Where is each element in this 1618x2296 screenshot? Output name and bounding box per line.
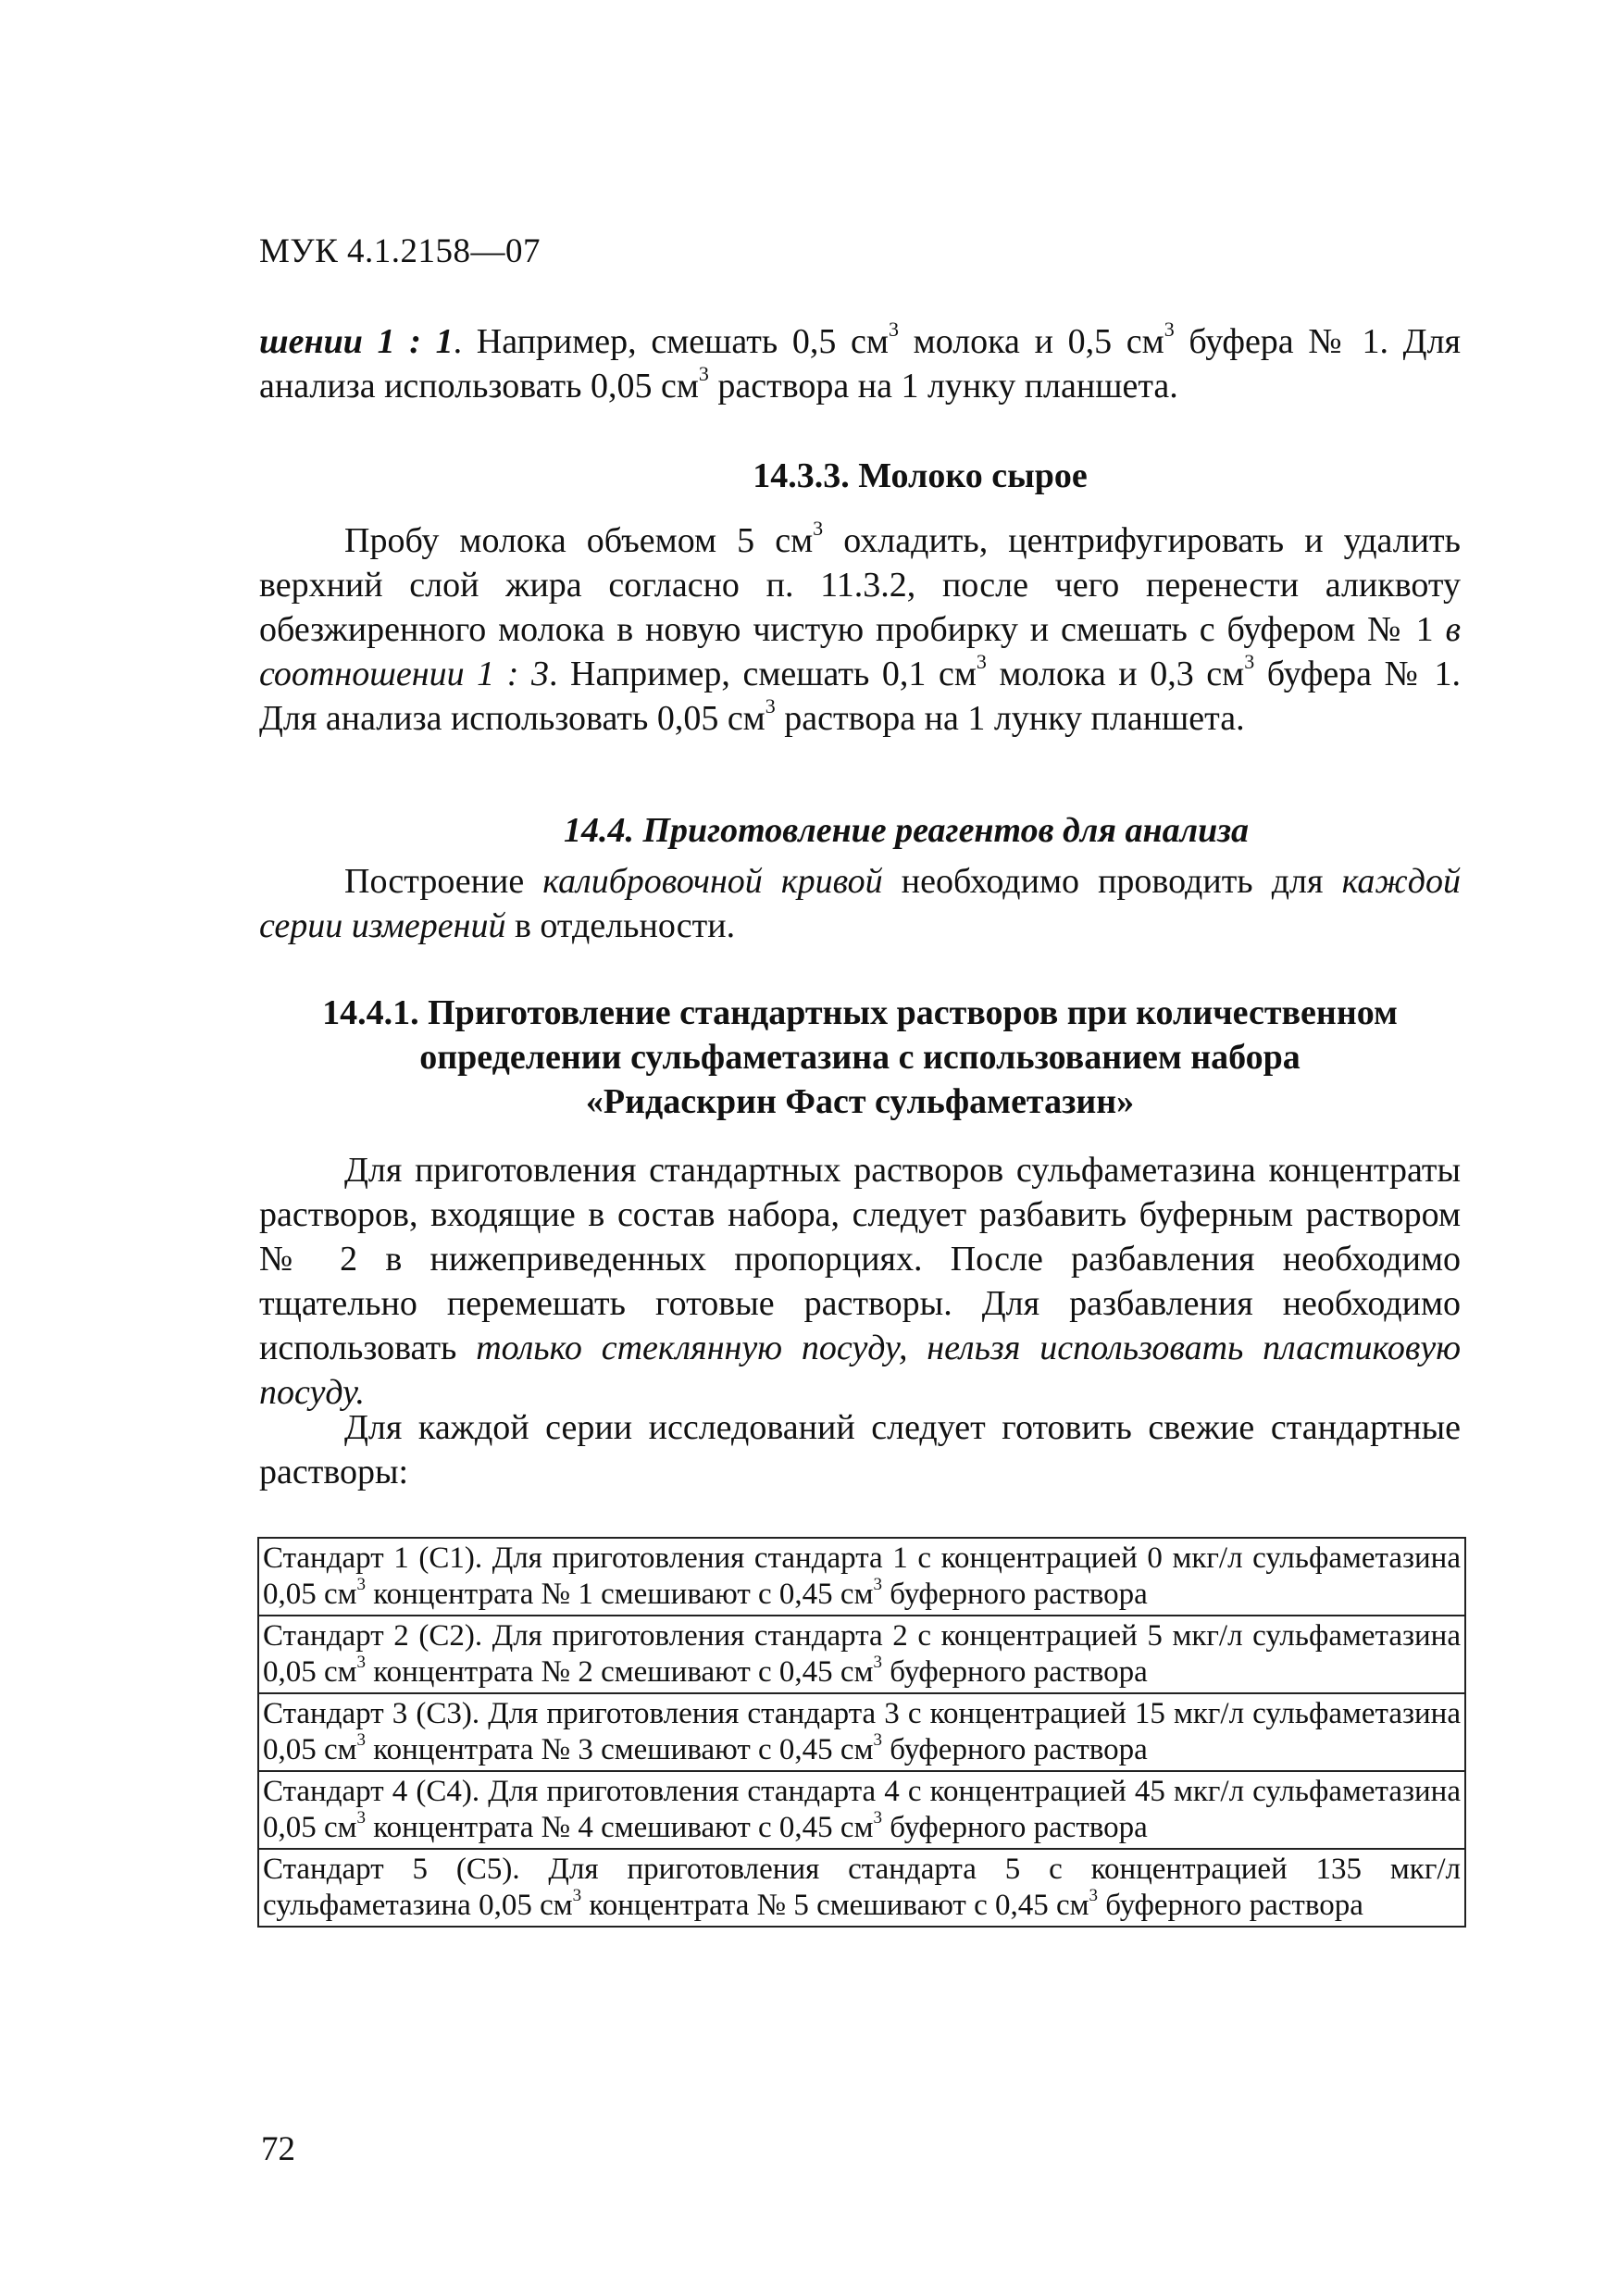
table-row [258, 1849, 1465, 1927]
document-code: МУК 4.1.2158—07 [259, 232, 541, 270]
section-14-4-1-paragraph-2: Для каждой серии исследований следует готовить свежие стандартные растворы: [259, 1408, 1461, 1491]
standards-table [257, 1537, 1466, 1928]
section-heading-14-3-3: 14.3.3. Молоко сырое [753, 456, 1088, 495]
standard-cell: Стандарт 4 (С4). Для приготовления стандарта 4 с концентрацией 45 мкг/л сульфаметазина 0,05 $см^3$ концентрата № 4 смешивают с 0,45 $см^3$ буферного раствора [258, 1771, 1465, 1849]
standard-cell: Стандарт 5 (С5). Для приготовления стандарта 5 с концентрацией 135 мкг/л сульфаметазина 0,05 $см^3$ концентрата № 5 смешивают с 0,45 $см^3$ буферного раствора [258, 1849, 1465, 1927]
standard-cell: Стандарт 1 (С1). Для приготовления стандарта 1 с концентрацией 0 мкг/л сульфаметазина 0,05 $см^3$ концентрата № 1 смешивают с 0,45 $см^3$ буферного раствора [258, 1538, 1465, 1616]
intro-paragraph: шении 1 : 1. Например, смешать 0,5 $см^3$ молока и 0,5 $см^3$ буфера № 1. Для анализа использовать 0,05 $см^3$ раствора на 1 лунку планшета. [259, 318, 1462, 406]
section-14-4-1-paragraph-1: Для приготовления стандартных растворов сульфаметазина концентраты растворов, входящие в состав набора, следует разбавить буферным раствором № 2 в нижеприведенных пропорциях. После разбавления необходимо тщательно перемешать готовые растворы. Для разбавления необходимо использовать только стеклянную посуду, нельзя использовать пластиковую посуду. [259, 1151, 1461, 1412]
standard-cell: Стандарт 3 (С3). Для приготовления стандарта 3 с концентрацией 15 мкг/л сульфаметазина 0,05 $см^3$ концентрата № 3 смешивают с 0,45 $см^3$ буферного раствора [258, 1693, 1465, 1771]
page-number: 72 [261, 2130, 295, 2168]
table-row [258, 1538, 1465, 1616]
table-row [258, 1693, 1465, 1771]
section-heading-14-4-1: 14.4.1. Приготовление стандартных растворов при количественном определении сульфаметазина с использованием набора «Ридаскрин Фаст сульфаметазин» [322, 993, 1398, 1121]
section-14-3-3-paragraph: Пробу молока объемом 5 $см^3$ охладить, центрифугировать и удалить верхний слой жира согласно п. 11.3.2, после чего перенести аликвоту обезжиренного молока в новую чистую пробирку и смешать с буфером № 1 в соотношении 1 : 3. Например, смешать 0,1 $см^3$ молока и 0,3 $см^3$ буфера № 1. Для анализа использовать 0,05 $см^3$ раствора на 1 лунку планшета. [259, 517, 1461, 738]
section-heading-14-4: 14.4. Приготовление реагентов для анализа [563, 811, 1250, 850]
section-14-4-paragraph: Построение калибровочной кривой необходимо проводить для каждой серии измерений в отдельности. [259, 862, 1461, 945]
table-row [258, 1616, 1465, 1693]
standard-cell: Стандарт 2 (С2). Для приготовления стандарта 2 с концентрацией 5 мкг/л сульфаметазина 0,05 $см^3$ концентрата № 2 смешивают с 0,45 $см^3$ буферного раствора [258, 1616, 1465, 1693]
table-row [258, 1771, 1465, 1849]
ratio-bold: шении 1 : 1 [259, 322, 454, 361]
